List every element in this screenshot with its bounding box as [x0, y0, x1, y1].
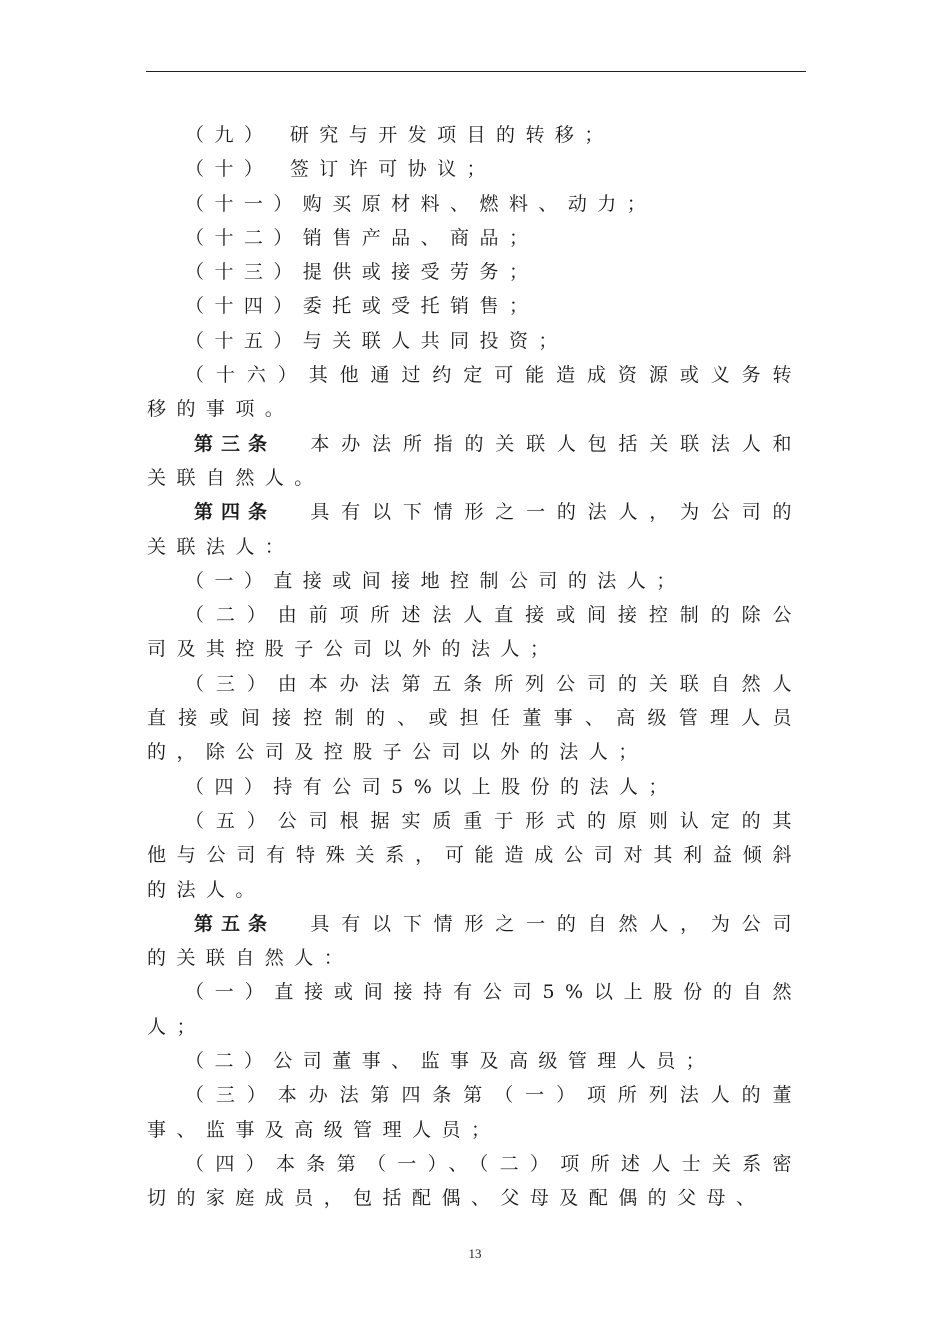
list-item: （二）公司董事、监事及高级管理人员；: [185, 1050, 716, 1073]
list-item-15: （十五）与关联人共同投资；: [185, 329, 568, 352]
list-item: （五）公司根据实质重于形式的原则认定的其他与公司有特殊关系，可能造成公司对其利益倾斜的法人。: [147, 809, 802, 901]
page-number: 13: [468, 1246, 482, 1261]
article-label: 第四条: [194, 501, 276, 524]
header-rule: [146, 71, 806, 72]
list-item: （二）由前项所述法人直接或间接控制的除公司及其控股子公司以外的法人；: [147, 604, 802, 661]
list-item: （一）直接或间接持有公司5%以上股份的自然人；: [147, 981, 802, 1038]
article-5: [147, 907, 802, 976]
list-item-10: （十） 签订许可协议；: [185, 158, 496, 181]
list-item: （四）本条第（一）、（二）项所述人士关系密切的家庭成员，包括配偶、父母及配偶的父母、: [147, 1152, 802, 1210]
list-item: （三）由本办法第五条所列公司的关联自然人直接或间接控制的、或担任董事、高级管理人员的，除公司及控股子公司以外的法人；: [147, 672, 802, 764]
article-text: 具有以下情形之一的法人，为公司的关联法人：: [147, 501, 802, 558]
list-item-16: （十六）其他通过约定可能造成资源或义务转移的事项。: [147, 364, 802, 421]
list-item: （一）直接或间接地控制公司的法人；: [185, 569, 686, 592]
article-text: 具有以下情形之一的自然人，为公司的关联自然人：: [147, 912, 802, 970]
article-3: [147, 427, 802, 496]
list-item-14: （十四）委托或受托销售；: [185, 295, 539, 318]
list-item-9: （九） 研究与开发项目的转移；: [185, 124, 614, 146]
article-label: 第三条: [194, 432, 276, 455]
list-item-12: （十二）销售产品、商品；: [185, 226, 539, 249]
article-label: 第五条: [194, 912, 276, 935]
article-4: [147, 495, 802, 564]
list-item: （四）持有公司5%以上股份的法人；: [185, 775, 678, 798]
article-text: 本办法所指的关联人包括关联法人和关联自然人。: [147, 432, 802, 489]
list-item-13: （十三）提供或接受劳务；: [185, 261, 539, 284]
list-item: （三）本办法第四条第（一）项所列法人的董事、监事及高级管理人员；: [147, 1084, 802, 1141]
document-body: [147, 118, 802, 1216]
list-item-11: （十一）购买原材料、燃料、动力；: [185, 192, 657, 215]
